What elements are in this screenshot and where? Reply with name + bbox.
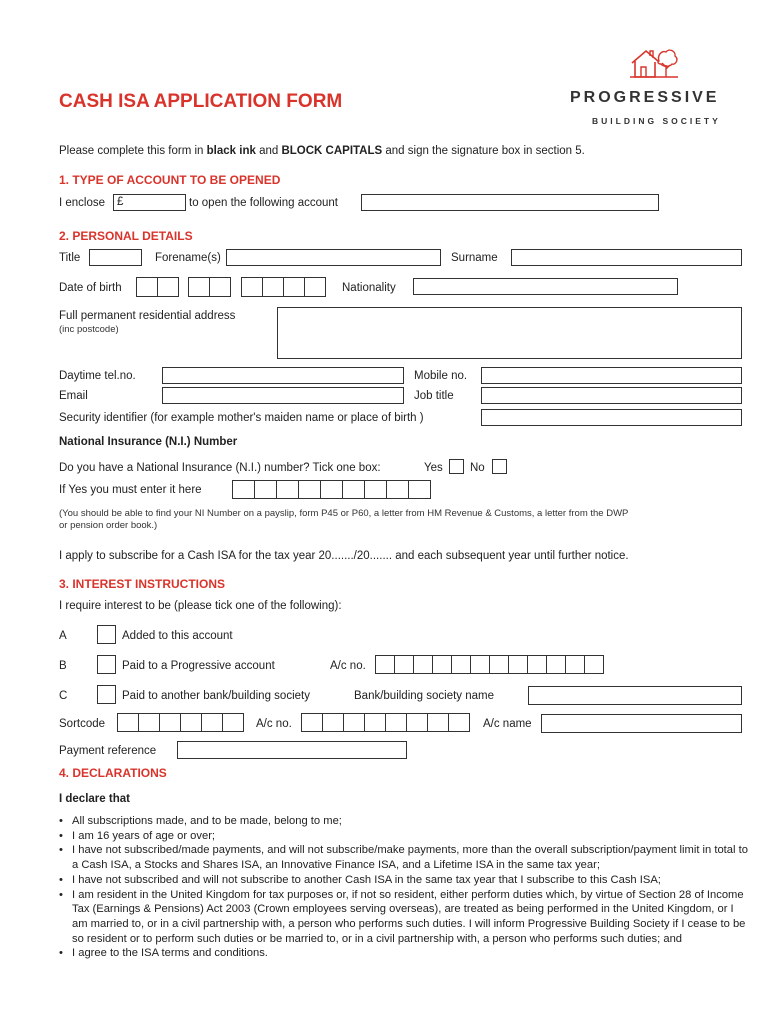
payment-ref-input[interactable]: [177, 741, 407, 759]
house-tree-logo-icon: [628, 45, 680, 81]
section-3-heading: 3. INTEREST INSTRUCTIONS: [59, 577, 226, 591]
surname-label: Surname: [451, 252, 498, 264]
forenames-input[interactable]: [226, 249, 441, 266]
security-input[interactable]: [481, 409, 742, 426]
progressive-account-boxes[interactable]: [376, 655, 604, 674]
declaration-item: • I have not subscribed and will not subscribe to another Cash ISA in the same tax year that I subscribe to this Cash ISA;: [59, 873, 749, 888]
option-b-checkbox[interactable]: [97, 655, 116, 674]
sortcode-label: Sortcode: [59, 718, 106, 730]
interest-require-label: I require interest to be (please tick one of the following):: [59, 600, 342, 612]
currency-symbol: £: [117, 196, 124, 208]
option-b-label: Paid to a Progressive account: [122, 660, 275, 672]
declaration-item: • I am 16 years of age or over;: [59, 829, 749, 844]
ni-yes-label: Yes: [424, 462, 443, 474]
dob-month-boxes[interactable]: [189, 277, 231, 297]
address-input[interactable]: [277, 307, 742, 359]
mobile-input[interactable]: [481, 367, 742, 384]
ac-name-label: A/c name: [483, 718, 532, 730]
forenames-label: Forename(s): [155, 252, 221, 264]
option-a-label: Added to this account: [122, 630, 233, 642]
option-a-checkbox[interactable]: [97, 625, 116, 644]
dob-day-boxes[interactable]: [137, 277, 179, 297]
progressive-ac-no-label: A/c no.: [330, 660, 366, 672]
ni-note-line2: or pension order book.): [59, 520, 158, 531]
ni-yes-checkbox[interactable]: [449, 459, 464, 474]
enclose-label: I enclose: [59, 197, 106, 209]
option-a-letter: A: [59, 630, 67, 642]
daytime-tel-input[interactable]: [162, 367, 404, 384]
ni-no-label: No: [470, 462, 485, 474]
option-c-letter: C: [59, 690, 68, 702]
daytime-tel-label: Daytime tel.no.: [59, 370, 136, 382]
bank-account-boxes[interactable]: [302, 713, 470, 732]
payment-ref-label: Payment reference: [59, 745, 157, 757]
section-2-heading: 2. PERSONAL DETAILS: [59, 229, 193, 243]
intro-text: Please complete this form in black ink and BLOCK CAPITALS and sign the signature box in section 5.: [59, 145, 585, 157]
open-account-label: to open the following account: [189, 197, 338, 209]
title-label: Title: [59, 252, 81, 264]
security-label: Security identifier (for example mother's maiden name or place of birth ): [59, 412, 424, 424]
job-title-label: Job title: [414, 390, 454, 402]
email-input[interactable]: [162, 387, 404, 404]
email-label: Email: [59, 390, 88, 402]
brand-subtitle: BUILDING SOCIETY: [592, 116, 721, 126]
surname-input[interactable]: [511, 249, 742, 266]
option-c-checkbox[interactable]: [97, 685, 116, 704]
address-label: Full permanent residential address: [59, 310, 236, 322]
postcode-note: (inc postcode): [59, 324, 119, 335]
declaration-item: • I have not subscribed/made payments, and will not subscribe/make payments, more than the overall subscription/payment limit in total to a Cash ISA, a Stocks and Shares ISA, an Innovative Finance ISA, and a Lifetime ISA in the same tax year;: [59, 843, 749, 872]
form-title: CASH ISA APPLICATION FORM: [59, 91, 343, 112]
declaration-item: • I agree to the ISA terms and conditions.: [59, 946, 749, 961]
ni-note-line1: (You should be able to find your NI Number on a payslip, form P45 or P60, a letter from HM Revenue & Customs, a letter from the DWP: [59, 508, 629, 519]
option-b-letter: B: [59, 660, 67, 672]
amount-input[interactable]: [113, 194, 186, 211]
title-input[interactable]: [89, 249, 142, 266]
dob-label: Date of birth: [59, 282, 122, 294]
account-type-input[interactable]: [361, 194, 659, 211]
dob-year-boxes[interactable]: [242, 277, 326, 297]
bank-name-input[interactable]: [528, 686, 742, 705]
mobile-label: Mobile no.: [414, 370, 468, 382]
job-title-input[interactable]: [481, 387, 742, 404]
bank-name-label: Bank/building society name: [354, 690, 494, 702]
declaration-item: • All subscriptions made, and to be made, belong to me;: [59, 814, 749, 829]
declare-label: I declare that: [59, 793, 130, 805]
apply-statement: I apply to subscribe for a Cash ISA for the tax year 20......./20....... and each subsequent year until further notice.: [59, 550, 629, 562]
sortcode-boxes[interactable]: [118, 713, 244, 732]
ni-heading: National Insurance (N.I.) Number: [59, 436, 238, 448]
ni-number-boxes[interactable]: [233, 480, 431, 499]
ac-name-input[interactable]: [541, 714, 742, 733]
ni-question: Do you have a National Insurance (N.I.) number? Tick one box:: [59, 462, 381, 474]
bank-ac-no-label: A/c no.: [256, 718, 292, 730]
section-1-heading: 1. TYPE OF ACCOUNT TO BE OPENED: [59, 173, 281, 187]
brand-name: PROGRESSIVE: [570, 89, 720, 106]
section-4-heading: 4. DECLARATIONS: [59, 766, 167, 780]
declaration-item: • I am resident in the United Kingdom for tax purposes or, if not so resident, either perform duties which, by virtue of Section 28 of Income Tax (Earnings & Pensions) Act 2003 (Crown employees serving overseas), are treated as being performed in the United Kingdom, or I am married to, or in a civil partnership with, a person who performs such duties. I will inform Progressive Building Society if I cease to be so resident or to perform such duties or be married to, or in a civil partnership with, a person who performs such duties; and: [59, 888, 749, 947]
option-c-label: Paid to another bank/building society: [122, 690, 310, 702]
ni-enter-label: If Yes you must enter it here: [59, 484, 202, 496]
declarations-list: [59, 814, 749, 961]
ni-no-checkbox[interactable]: [492, 459, 507, 474]
nationality-input[interactable]: [413, 278, 678, 295]
nationality-label: Nationality: [342, 282, 396, 294]
